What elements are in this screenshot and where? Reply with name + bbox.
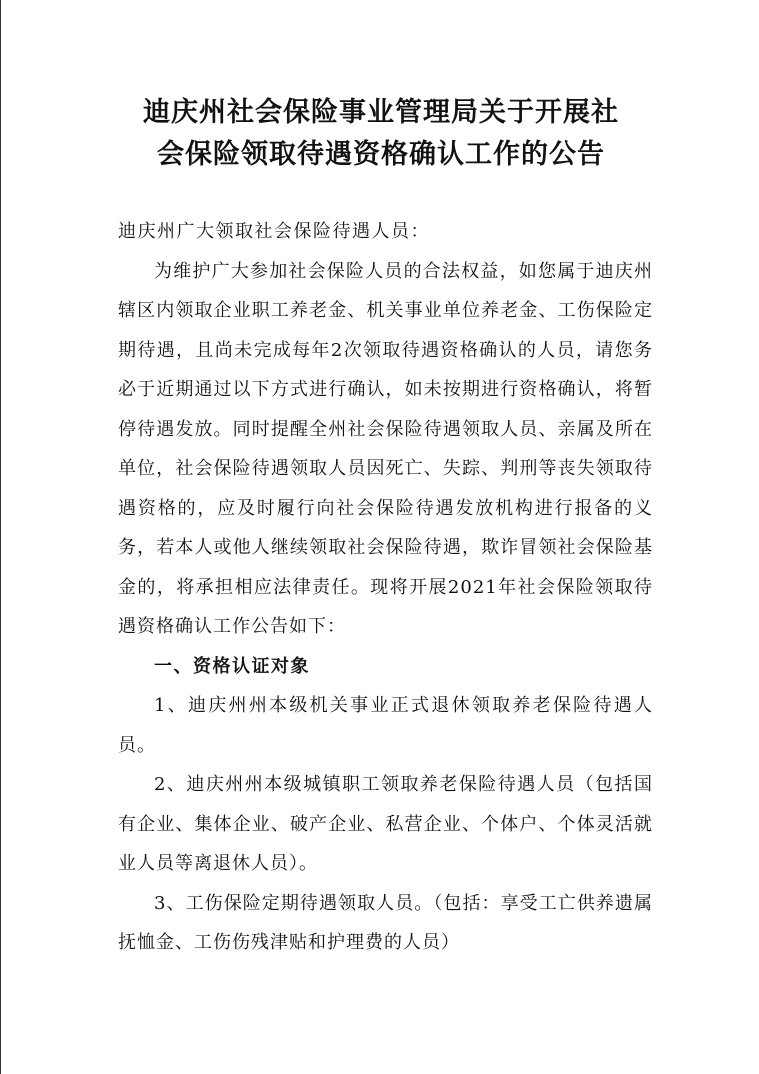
document-title bbox=[111, 92, 651, 176]
list-item-2: 2、迪庆州州本级城镇职工领取养老保险待遇人员（包括国有企业、集体企业、破产企业、私营企业、个体户、个体灵活就业人员等离退休人员）。 bbox=[118, 774, 653, 874]
title-line-1: 迪庆州社会保险事业管理局关于开展社 bbox=[143, 97, 619, 128]
section-heading-1: 一、资格认证对象 bbox=[154, 655, 310, 677]
intro-paragraph: 为维护广大参加社会保险人员的合法权益，如您属于迪庆州辖区内领取企业职工养老金、机关事业单位养老金、工伤保险定期待遇，且尚未完成每年2次领取待遇资格确认的人员，请您务必于近期通过以下方式进行确认，如未按期进行资格确认，将暂停待遇发放。同时提醒全州社会保险待遇领取人员、亲属及所在单位，社会保险待遇领取人员因死亡、失踪、判刑等丧失领取待遇资格的，应及时履行向社会保险待遇发放机构进行报备的义务，若本人或他人继续领取社会保险待遇，欺诈冒领社会保险基金的，将承担相应法律责任。现将开展2021年社会保险领取待遇资格确认工作公告如下： bbox=[118, 260, 653, 637]
document-body bbox=[118, 212, 653, 963]
salutation: 迪庆州广大领取社会保险待遇人员： bbox=[118, 221, 430, 242]
title-line-2: 会保险领取待遇资格确认工作的公告 bbox=[157, 139, 605, 170]
list-item-3: 3、工伤保险定期待遇领取人员。（包括：享受工亡供养遗属抚恤金、工伤伤残津贴和护理费的人员） bbox=[118, 892, 653, 953]
list-item-1: 1、迪庆州州本级机关事业正式退休领取养老保险待遇人员。 bbox=[118, 695, 653, 756]
